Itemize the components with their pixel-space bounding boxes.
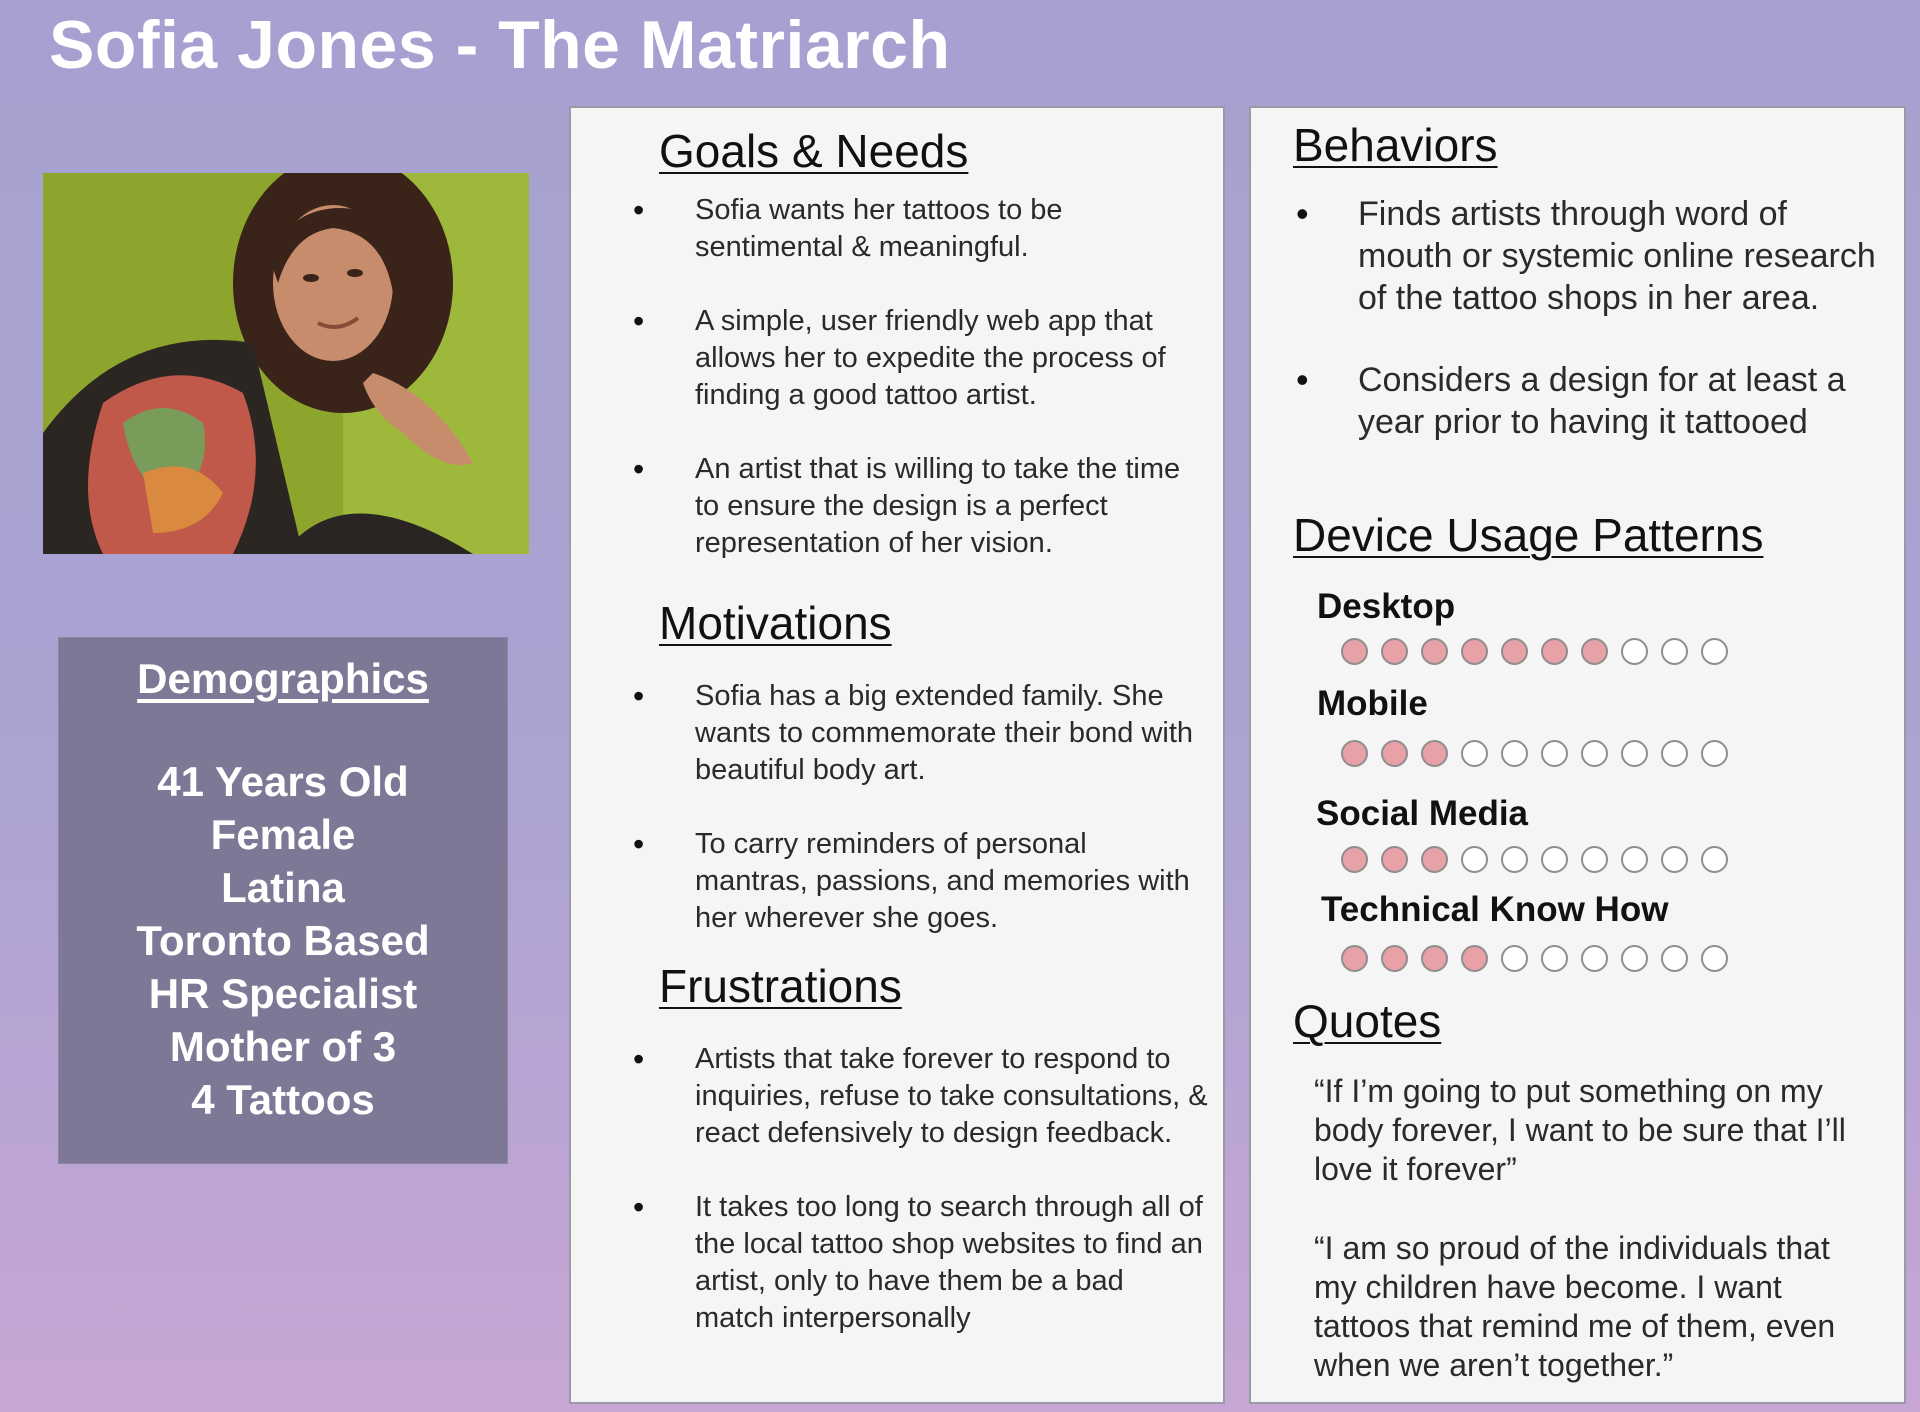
behaviors-panel <box>1249 106 1906 1404</box>
rating-dot-filled <box>1421 846 1448 873</box>
rating-dot-filled <box>1381 638 1408 665</box>
rating-dot-filled <box>1341 945 1368 972</box>
rating-dot-empty <box>1461 846 1488 873</box>
rating-dot-filled <box>1381 846 1408 873</box>
rating-dot-empty <box>1621 638 1648 665</box>
demographics-heading: Demographics <box>137 655 429 702</box>
rating-dot-empty <box>1701 740 1728 767</box>
rating-dot-filled <box>1461 945 1488 972</box>
rating-dot-empty <box>1621 740 1648 767</box>
frustrations-list <box>695 1041 1210 1337</box>
rating-dots-desktop <box>1341 638 1728 665</box>
behavior-item: • Finds artists through word of mouth or systemic online research of the tattoo shops in her area. <box>1358 193 1878 319</box>
rating-dot-empty <box>1661 740 1688 767</box>
goal-item: • An artist that is willing to take the time to ensure the design is a perfect representation of her vision. <box>695 451 1205 562</box>
device-label-social-media: Social Media <box>1316 794 1529 833</box>
rating-dot-filled <box>1381 740 1408 767</box>
goal-item: • Sofia wants her tattoos to be sentimental & meaningful. <box>695 192 1205 266</box>
rating-dot-filled <box>1341 740 1368 767</box>
motivation-item: • To carry reminders of personal mantras, passions, and memories with her wherever she goes. <box>695 826 1205 937</box>
demographic-item: HR Specialist <box>148 970 418 1017</box>
rating-dots-social-media <box>1341 846 1728 873</box>
demographic-item: Female <box>210 811 356 858</box>
rating-dot-empty <box>1661 945 1688 972</box>
rating-dot-empty <box>1661 638 1688 665</box>
demographic-item: Mother of 3 <box>169 1023 397 1070</box>
demographic-item: 41 Years Old <box>157 758 409 805</box>
frustrations-heading: Frustrations <box>659 960 902 1012</box>
motivation-item: • Sofia has a big extended family. She wants to commemorate their bond with beautiful body art. <box>695 678 1205 789</box>
rating-dots-mobile <box>1341 740 1728 767</box>
rating-dot-empty <box>1621 846 1648 873</box>
device-usage-heading: Device Usage Patterns <box>1293 509 1764 561</box>
rating-dot-empty <box>1661 846 1688 873</box>
quote-item: “I am so proud of the individuals that my children have become. I want tattoos that remind me of them, even when we aren’t together.” <box>1314 1230 1836 1383</box>
rating-dot-empty <box>1501 945 1528 972</box>
frustration-item: • Artists that take forever to respond to inquiries, refuse to take consultations, & react defensively to design feedback. <box>695 1041 1210 1152</box>
demographic-item: Latina <box>221 864 345 911</box>
rating-dot-empty <box>1581 740 1608 767</box>
rating-dot-empty <box>1701 638 1728 665</box>
rating-dot-filled <box>1501 638 1528 665</box>
demographic-item: 4 Tattoos <box>191 1076 375 1123</box>
needs-panel <box>569 106 1225 1404</box>
rating-dot-empty <box>1581 846 1608 873</box>
behavior-item: • Considers a design for at least a year prior to having it tattooed <box>1358 359 1878 443</box>
frustration-item: • It takes too long to search through all of the local tattoo shop websites to find an artist, only to have them be a bad match interpersonally <box>695 1189 1210 1337</box>
rating-dot-empty <box>1701 846 1728 873</box>
rating-dot-empty <box>1701 945 1728 972</box>
rating-dot-empty <box>1541 740 1568 767</box>
device-label-desktop: Desktop <box>1317 587 1456 626</box>
behaviors-list <box>1358 193 1878 443</box>
page-title: Sofia Jones - The Matriarch <box>49 7 951 83</box>
demographics-list <box>59 755 507 1126</box>
rating-dot-empty <box>1581 945 1608 972</box>
rating-dot-empty <box>1461 740 1488 767</box>
rating-dot-filled <box>1381 945 1408 972</box>
demographic-item: Toronto Based <box>136 917 430 964</box>
rating-dot-empty <box>1541 846 1568 873</box>
goal-item: • A simple, user friendly web app that allows her to expedite the process of finding a good tattoo artist. <box>695 303 1205 414</box>
goals-heading: Goals & Needs <box>659 125 969 177</box>
rating-dot-filled <box>1421 945 1448 972</box>
rating-dot-empty <box>1501 740 1528 767</box>
rating-dots-technical <box>1341 945 1728 972</box>
motivations-list <box>695 678 1205 937</box>
quotes-heading: Quotes <box>1293 995 1442 1047</box>
rating-dot-filled <box>1421 740 1448 767</box>
demographics-card <box>58 637 508 1164</box>
persona-photo <box>43 173 529 554</box>
rating-dot-filled <box>1341 638 1368 665</box>
rating-dot-filled <box>1461 638 1488 665</box>
rating-dot-filled <box>1581 638 1608 665</box>
rating-dot-filled <box>1421 638 1448 665</box>
rating-dot-filled <box>1341 846 1368 873</box>
device-label-mobile: Mobile <box>1317 684 1428 723</box>
rating-dot-filled <box>1541 638 1568 665</box>
rating-dot-empty <box>1541 945 1568 972</box>
behaviors-heading: Behaviors <box>1293 119 1498 171</box>
goals-list <box>695 192 1205 562</box>
motivations-heading: Motivations <box>659 597 892 649</box>
rating-dot-empty <box>1501 846 1528 873</box>
device-label-technical: Technical Know How <box>1321 890 1669 929</box>
rating-dot-empty <box>1621 945 1648 972</box>
quote-item: “If I’m going to put something on my body forever, I want to be sure that I’ll love it forever” <box>1314 1073 1846 1187</box>
